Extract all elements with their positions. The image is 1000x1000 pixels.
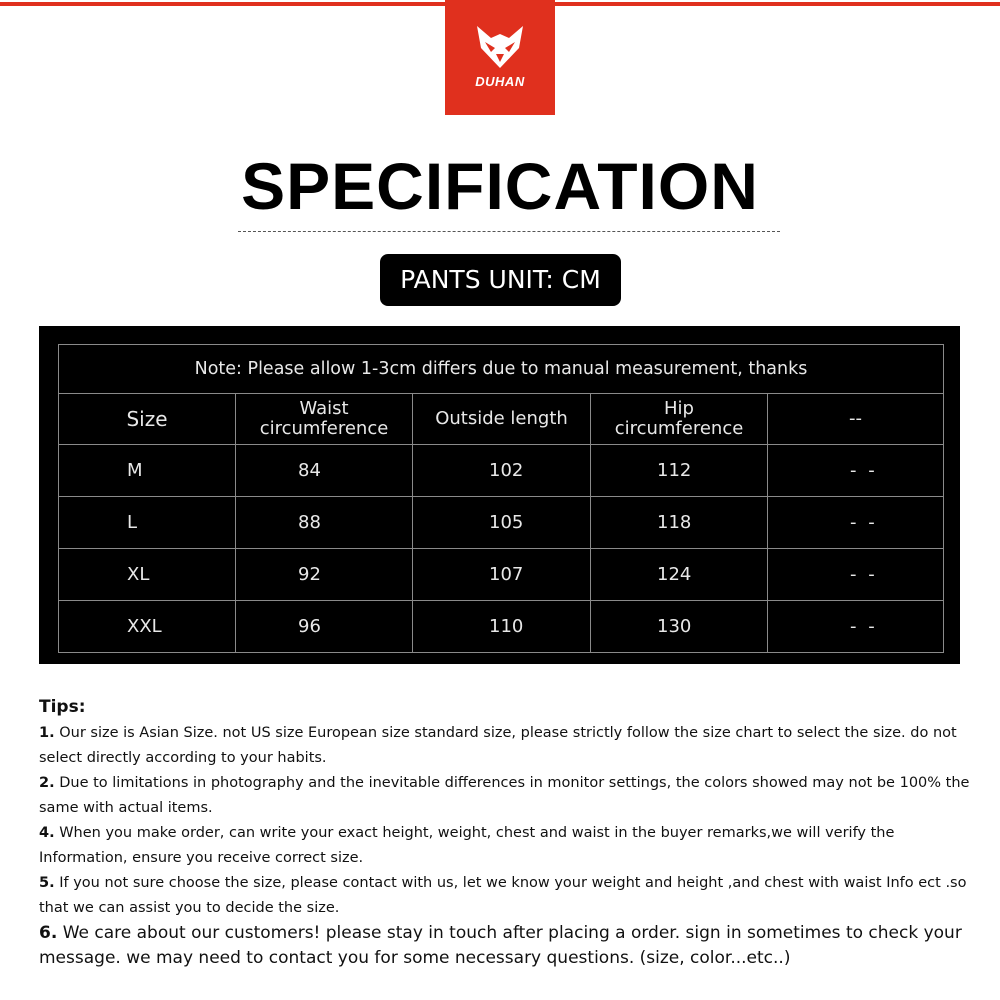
table-row (59, 497, 944, 549)
cell-extra: - - (768, 601, 944, 653)
cell-waist: 88 (236, 497, 413, 549)
cell-waist: 96 (236, 601, 413, 653)
column-header-size (59, 394, 236, 445)
brand-logo (445, 0, 555, 115)
cell-size: M (59, 445, 236, 497)
tip-text: If you not sure choose the size, please contact with us, let we know your weight and height ,and chest with waist Info ect .so that we can assist you to decide the size. (39, 875, 967, 916)
tip-text: When you make order, can write your exact height, weight, chest and waist in the buyer remarks,we will verify the Information, ensure you receive correct size. (39, 825, 895, 866)
column-header-line: Waist (299, 398, 349, 419)
cell-outside-length: 110 (413, 601, 591, 653)
cell-hip: 112 (591, 445, 768, 497)
tip-number: 6. (39, 923, 58, 943)
tip-item (39, 921, 974, 971)
tip-number: 4. (39, 825, 55, 841)
tip-number: 5. (39, 875, 55, 891)
column-header-outside-length (413, 394, 591, 445)
cell-hip: 124 (591, 549, 768, 601)
table-row (59, 549, 944, 601)
cell-outside-length: 105 (413, 497, 591, 549)
column-header-line: Size (126, 407, 168, 431)
column-header-line: Outside length (435, 408, 568, 429)
size-table (58, 344, 944, 653)
tip-number: 2. (39, 775, 55, 791)
cell-extra: - - (768, 445, 944, 497)
dashed-divider (238, 231, 780, 232)
cell-size: L (59, 497, 236, 549)
cell-waist: 92 (236, 549, 413, 601)
column-header-line: circumference (614, 418, 744, 439)
tip-text: Our size is Asian Size. not US size European size standard size, please strictly follow the size chart to select the size. do not select directly according to your habits. (39, 725, 957, 766)
column-header-line: -- (849, 408, 862, 429)
column-header-waist (236, 394, 413, 445)
column-header-hip (591, 394, 768, 445)
cell-extra: - - (768, 549, 944, 601)
tip-item (39, 721, 974, 771)
page-title: SPECIFICATION (241, 149, 759, 223)
tip-number: 1. (39, 725, 55, 741)
tips-title: Tips: (39, 697, 86, 717)
cell-extra: - - (768, 497, 944, 549)
cell-outside-length: 102 (413, 445, 591, 497)
brand-name: DUHAN (475, 74, 525, 89)
unit-badge: PANTS UNIT: CM (380, 254, 621, 306)
tip-text: Due to limitations in photography and the inevitable differences in monitor settings, the colors showed may not be 100% the same with actual items. (39, 775, 970, 816)
tip-item (39, 821, 974, 871)
table-row (59, 445, 944, 497)
size-table-panel (39, 326, 960, 664)
tips-section (39, 693, 974, 971)
tip-text: We care about our customers! please stay in touch after placing a order. sign in sometimes to check your message. we may need to contact you for some necessary questions. (size, color...etc..) (39, 923, 962, 968)
cell-outside-length: 107 (413, 549, 591, 601)
header-row (59, 394, 944, 445)
cell-waist: 84 (236, 445, 413, 497)
cell-hip: 130 (591, 601, 768, 653)
table-row (59, 601, 944, 653)
tip-item (39, 771, 974, 821)
column-header-extra (768, 394, 944, 445)
cell-hip: 118 (591, 497, 768, 549)
column-header-line: Hip (664, 398, 694, 419)
cell-size: XXL (59, 601, 236, 653)
table-note: Note: Please allow 1-3cm differs due to manual measurement, thanks (59, 345, 944, 394)
cell-size: XL (59, 549, 236, 601)
column-header-line: circumference (259, 418, 389, 439)
note-row (59, 345, 944, 394)
fox-head-logo-icon (475, 24, 525, 70)
tip-item (39, 871, 974, 921)
